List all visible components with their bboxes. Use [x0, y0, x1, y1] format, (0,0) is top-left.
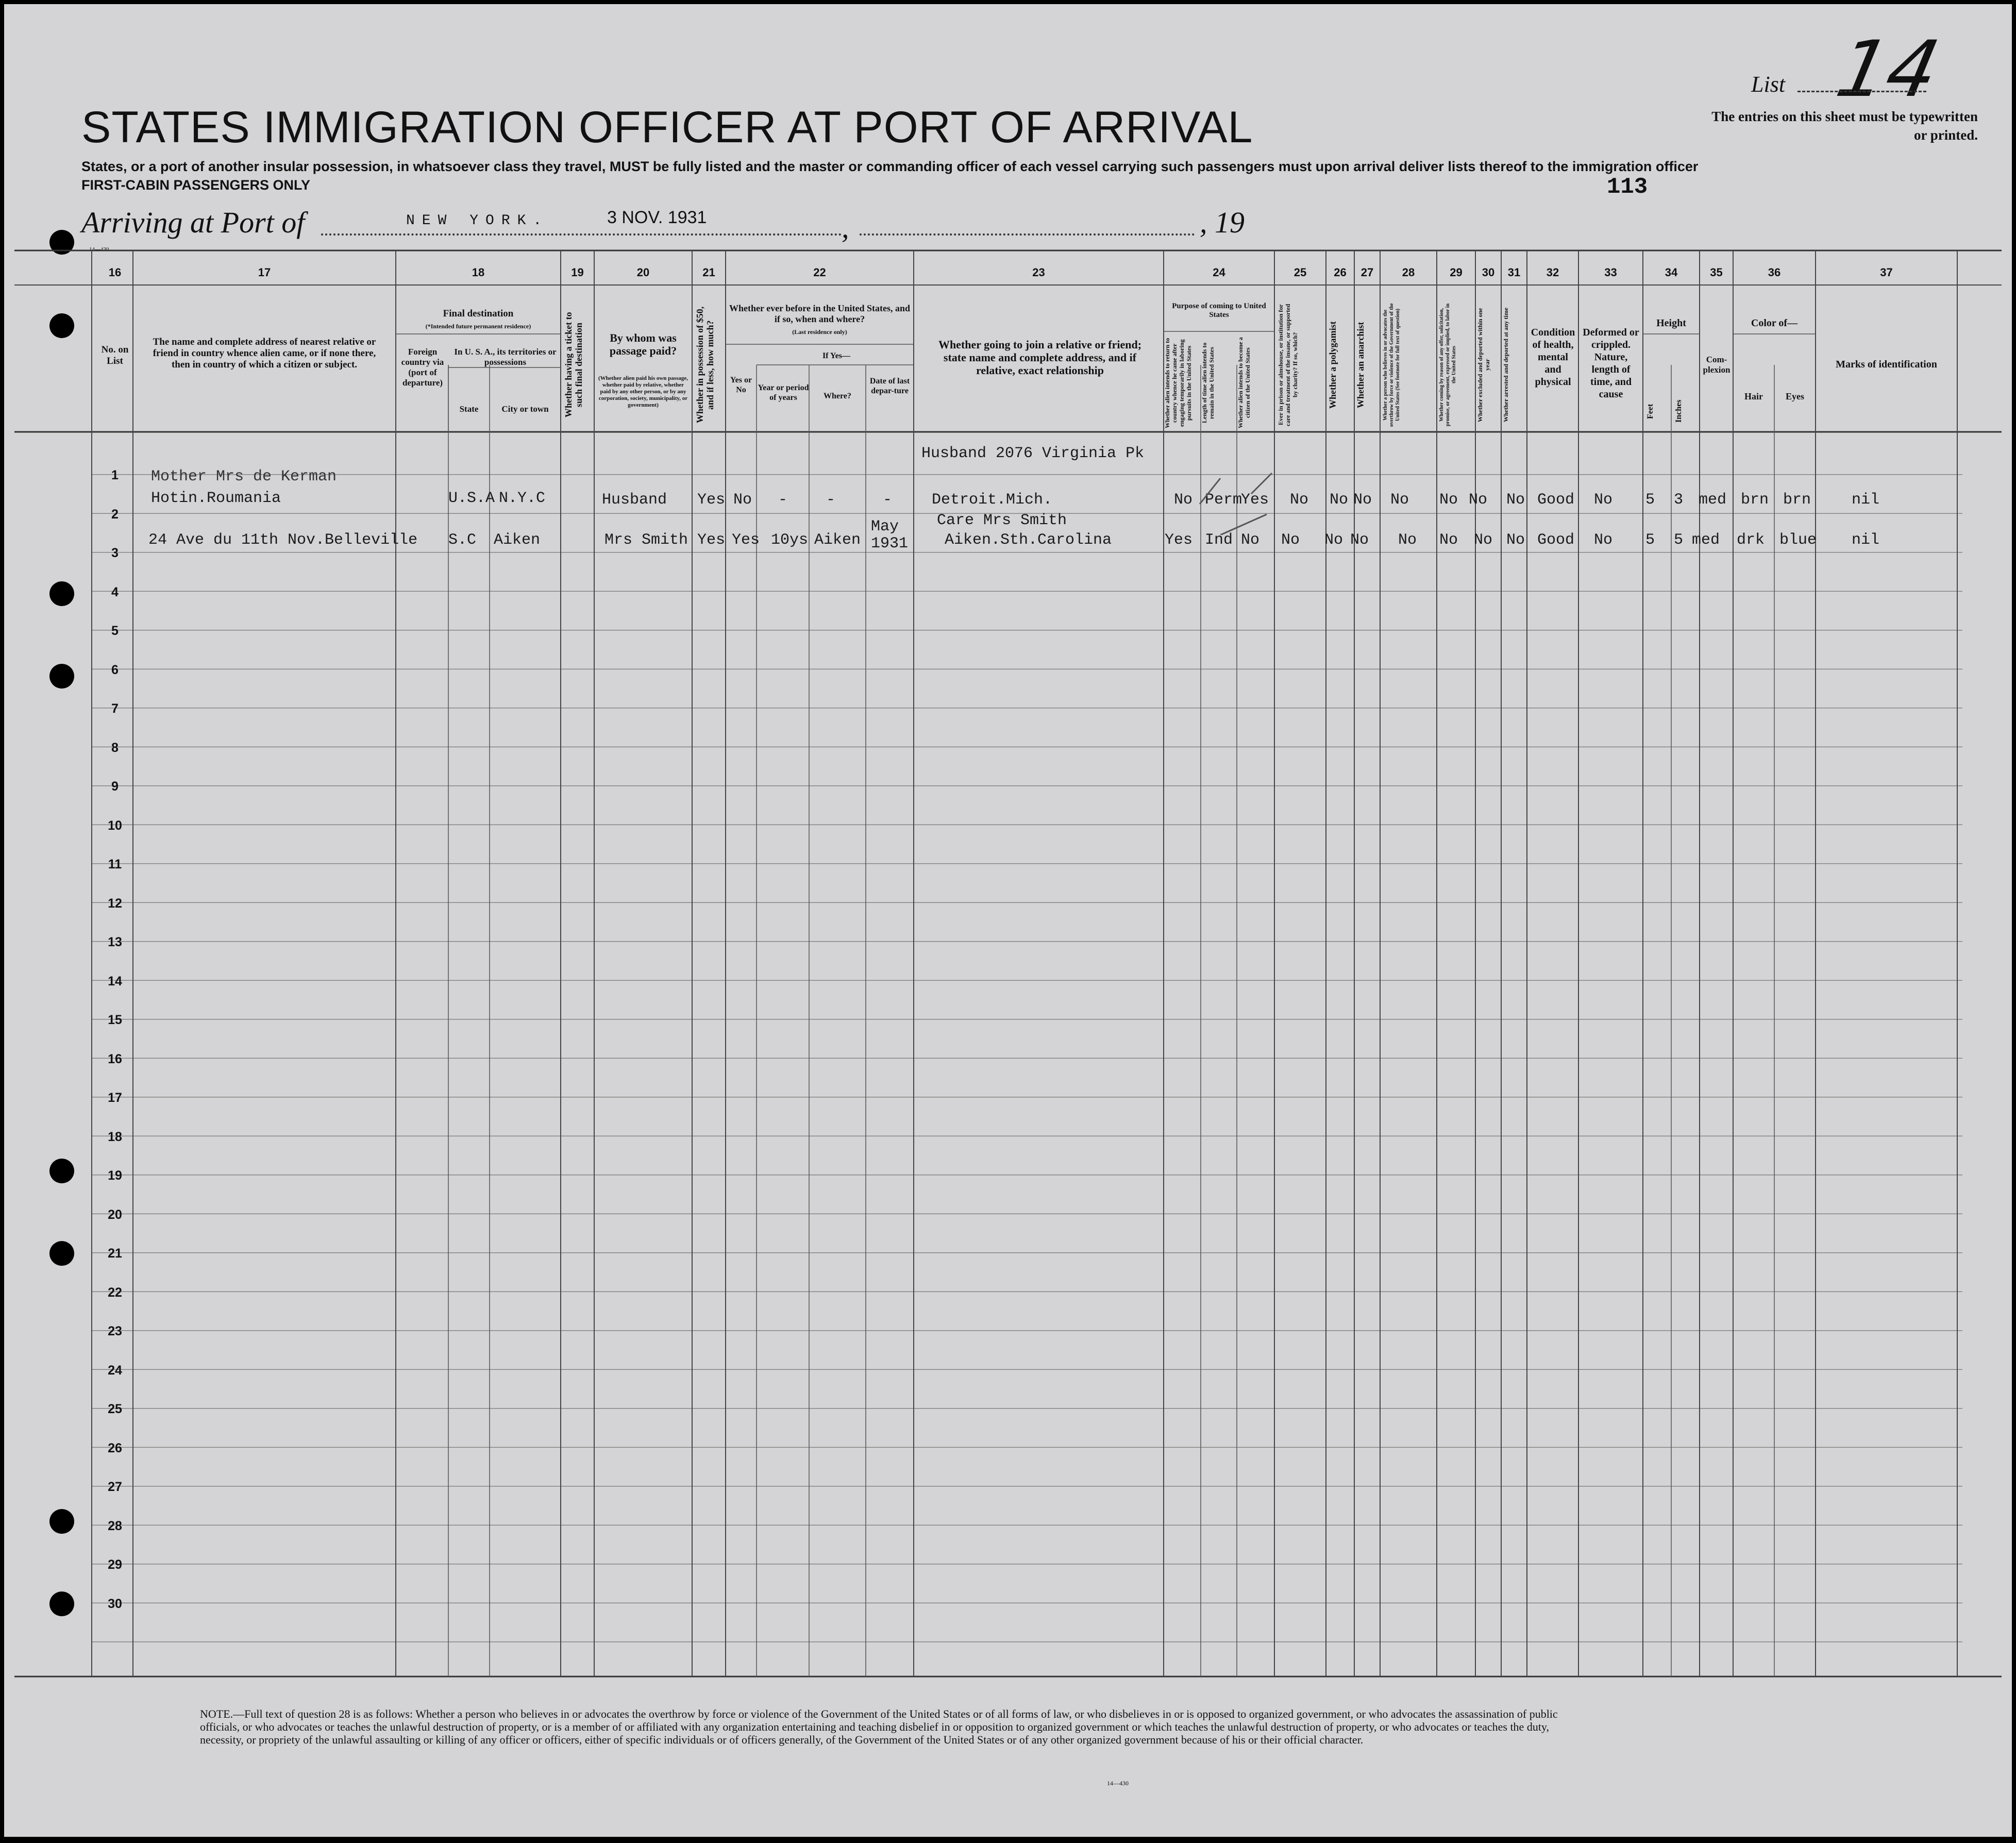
- header-height: Height: [1656, 317, 1686, 329]
- row1-join-line2: Detroit.Mich.: [932, 491, 1053, 509]
- col-number: 28: [1402, 266, 1415, 279]
- row1-overthrow: No: [1390, 491, 1409, 509]
- row1-health: Good: [1537, 491, 1575, 509]
- col-number: 34: [1665, 266, 1678, 279]
- row1-anarchist: No: [1353, 491, 1372, 509]
- col-number: 25: [1293, 266, 1307, 279]
- row1-join-line1: Husband 2076 Virginia Pk: [921, 445, 1145, 462]
- row2-hair: drk: [1737, 531, 1765, 549]
- row-number: 13: [108, 935, 122, 949]
- stamp-number: 113: [1607, 174, 1648, 200]
- col-number: 16: [108, 266, 122, 279]
- row2-length: Ind: [1205, 531, 1233, 549]
- row1-offer: No: [1439, 491, 1458, 509]
- col-number: 26: [1334, 266, 1347, 279]
- row1-deported: No: [1506, 491, 1525, 509]
- header-overthrow: Whether a person who believes in or advocates the overthrow by force or violence of the Government of the United States (See footnote for full text of question): [1383, 303, 1401, 427]
- row1-relative-line1: Mother Mrs de Kerman: [151, 468, 337, 485]
- entries-note: The entries on this sheet must be typewritten or printed.: [1711, 109, 1978, 143]
- arriving-label: Arriving at Port of: [81, 206, 305, 239]
- row-number: 14: [108, 974, 122, 988]
- header-date-departure: Date of last depar-ture: [869, 377, 910, 395]
- arrival-date-stamp: 3 NOV. 1931: [607, 208, 707, 227]
- form-number: 14—430: [1107, 1780, 1129, 1787]
- row1-eyes: brn: [1783, 491, 1811, 509]
- row-number: 6: [111, 662, 119, 677]
- row-number: 3: [111, 546, 119, 560]
- row1-complexion: med: [1699, 491, 1727, 509]
- row-number: 8: [111, 740, 119, 755]
- row1-years: -: [778, 491, 788, 509]
- row2-return: Yes: [1165, 531, 1193, 549]
- row-number: 27: [108, 1480, 122, 1494]
- header-relative: The name and complete address of nearest relative or friend in country whence alien came, or if none there, then in country of which a citizen or subject.: [153, 337, 376, 370]
- header-hair: Hair: [1744, 391, 1763, 401]
- header-city: City or town: [501, 404, 549, 414]
- row2-inches: 5: [1674, 531, 1684, 549]
- row1-citizen: Yes: [1241, 491, 1269, 509]
- row-number: 10: [108, 818, 122, 833]
- header-purpose: Purpose of coming to United States: [1172, 302, 1266, 319]
- header-polygamist: Whether a polygamist: [1328, 321, 1338, 409]
- row2-join-line1: Care Mrs Smith: [937, 512, 1067, 529]
- header-return-intent: Whether alien intends to return to country whence he came after engaging temporarily in laboring pursuits in the United States: [1164, 338, 1192, 428]
- col-number: 17: [258, 266, 271, 279]
- header-complexion: Com-plexion: [1703, 355, 1731, 375]
- row1-state: U.S.A: [448, 490, 495, 507]
- col-number: 19: [571, 266, 584, 279]
- row-number: 23: [108, 1324, 122, 1338]
- row2-anarchist: No: [1350, 531, 1369, 549]
- header-foreign-country: Foreign country via (port of departure): [401, 347, 444, 388]
- header-where: Where?: [824, 392, 851, 400]
- row1-paid-by: Husband: [602, 491, 667, 509]
- header-deformed: Deformed or crippled. Nature, length of time, and cause: [1583, 327, 1639, 400]
- row-number: 12: [108, 896, 122, 911]
- row2-excluded: No: [1474, 531, 1493, 549]
- row-number: 20: [108, 1207, 122, 1222]
- col-number: 29: [1450, 266, 1463, 279]
- header-prison: Ever in prison or almshouse, or institution for care and treatment of the insane, or supported by charity? If so, which?: [1277, 304, 1299, 426]
- header-excluded: Whether excluded and deported within one year: [1476, 308, 1491, 422]
- header-no-on-list: No. on List: [101, 344, 129, 366]
- header-in-usa: In U. S. A., its territories or possessions: [454, 347, 557, 367]
- row-number: 19: [108, 1168, 122, 1183]
- col-number: 32: [1546, 266, 1559, 279]
- header-if-yes: If Yes—: [822, 351, 851, 360]
- row2-prison: No: [1281, 531, 1300, 549]
- list-label: List: [1751, 72, 1786, 97]
- header-final-destination-note: (*Intended future permanent residence): [425, 323, 531, 330]
- row-number: 2: [111, 507, 119, 522]
- row1-hair: brn: [1741, 491, 1769, 509]
- row1-feet: 5: [1645, 491, 1655, 509]
- row2-marks: nil: [1852, 531, 1880, 549]
- row2-paid-by: Mrs Smith: [604, 531, 688, 549]
- row1-deformed: No: [1594, 491, 1613, 509]
- page-title: STATES IMMIGRATION OFFICER AT PORT OF ARRIVAL: [81, 103, 1253, 152]
- header-state: State: [459, 404, 479, 414]
- header-deported: Whether arrested and deported at any time: [1502, 307, 1509, 423]
- row1-polygamist: No: [1330, 491, 1349, 509]
- row-number: 15: [108, 1013, 122, 1027]
- col-number: 22: [813, 266, 826, 279]
- row1-inches: 3: [1674, 491, 1684, 509]
- row-number: 9: [111, 779, 119, 794]
- year-prefix: , 19: [1200, 206, 1245, 239]
- header-eyes: Eyes: [1786, 391, 1804, 401]
- row1-date-departure: -: [883, 491, 893, 509]
- row-number: 29: [108, 1557, 122, 1572]
- row2-overthrow: No: [1398, 531, 1417, 549]
- row-number: 16: [108, 1051, 122, 1066]
- header-color-of: Color of—: [1751, 317, 1798, 329]
- row2-date-departure-year: 1931: [871, 535, 909, 552]
- col-number: 27: [1360, 266, 1374, 279]
- manifest-sheet: [4, 4, 2012, 1837]
- row2-eyes: blue: [1779, 531, 1817, 549]
- row2-polygamist: No: [1324, 531, 1343, 549]
- row2-state: S.C: [448, 531, 477, 549]
- row1-excluded: No: [1469, 491, 1488, 509]
- row2-join-line2: Aiken.Sth.Carolina: [945, 531, 1112, 549]
- row1-prison: No: [1290, 491, 1309, 509]
- row2-years: 10ys: [771, 531, 809, 549]
- row-number: 30: [108, 1596, 122, 1611]
- row2-feet: 5: [1645, 531, 1655, 549]
- row1-marks: nil: [1852, 491, 1880, 509]
- row2-health: Good: [1537, 531, 1575, 549]
- header-join-relative: Whether going to join a relative or friend; state name and complete address, and if relative, exact relationship: [938, 338, 1142, 377]
- header-anarchist: Whether an anarchist: [1355, 322, 1366, 408]
- header-ticket: Whether having a ticket to such final destination: [563, 312, 584, 418]
- row-number: 5: [111, 624, 119, 638]
- footnote: NOTE.—Full text of question 28 is as follows: Whether a person who believes in or advocates the overthrow by force or violence of the Government of the United States or of all forms of law, or who disbelieves in or is opposed to organized government, or who advocates the assassination of public officials, or who advocates or teaches the unlawful destruction of property, or is a member of or affiliated with any organization entertaining and teaching disbelief in or opposition to organized government or which teaches the unlawful destruction of property, or who advocates or teaches the duty, necessity, or propriety of the unlawful assaulting or killing of any officer or officers, either of specific individuals or of officers generally, of the Government of the United States or of any other organized government because of his or their official character.: [200, 1707, 1558, 1746]
- row2-date-departure-month: May: [871, 518, 899, 535]
- row2-deported: No: [1506, 531, 1525, 549]
- row-number: 1: [111, 468, 119, 482]
- row-number: 7: [111, 701, 119, 716]
- col-number: 36: [1768, 266, 1781, 279]
- row-number: 28: [108, 1518, 122, 1533]
- row1-return: No: [1174, 491, 1193, 509]
- row2-deformed: No: [1594, 531, 1613, 549]
- col-number: 35: [1710, 266, 1723, 279]
- handwritten-check-marks: [1189, 458, 1292, 535]
- row2-complexion: med: [1692, 531, 1720, 549]
- row1-city: N.Y.C: [499, 490, 546, 507]
- col-number: 20: [636, 266, 650, 279]
- intro-text: States, or a port of another insular possession, in whatsoever class they travel, MUST be fully listed and the master or commanding officer of each vessel carrying such passengers must upon arrival deliver lists thereof to the immigration officer: [81, 159, 1699, 174]
- row2-relative: 24 Ave du 11th Nov.Belleville: [148, 531, 418, 549]
- row-number: 21: [108, 1246, 122, 1261]
- comma: ,: [842, 211, 849, 244]
- header-length-of-stay: Length of time alien intends to remain in the United States: [1201, 342, 1215, 424]
- col-number: 24: [1213, 266, 1225, 279]
- header-yes-or-no: Yes or No: [730, 376, 752, 394]
- form-number-small: 14—430: [89, 246, 109, 253]
- col-number: 30: [1482, 266, 1495, 279]
- header-ever-before-note: (Last residence only): [792, 328, 847, 336]
- header-passage-paid-note: (Whether alien paid his own passage, whether paid by relative, whether paid by any other person, or by any corporation, society, municipality, or government): [598, 375, 688, 408]
- col-number: 18: [472, 266, 485, 279]
- col-number: 31: [1507, 266, 1521, 279]
- col-number: 23: [1032, 266, 1045, 279]
- row1-fifty-dollars: Yes: [697, 491, 726, 509]
- header-feet: Feet: [1646, 404, 1655, 419]
- row2-offer: No: [1439, 531, 1458, 549]
- row1-relative-line2: Hotin.Roumania: [151, 490, 281, 507]
- header-ever-before: Whether ever before in the United States, and if so, when and where?: [729, 303, 910, 324]
- header-offer: Whether coming by reason of any offer, solicitation, promise, or agreement, expressed or implied, to labor in the United States: [1439, 303, 1457, 427]
- row2-before-yes-no: Yes: [732, 531, 760, 549]
- row-number: 18: [108, 1129, 122, 1144]
- subtitle: FIRST-CABIN PASSENGERS ONLY: [81, 177, 311, 193]
- row2-citizen: No: [1241, 531, 1260, 549]
- row-number: 17: [108, 1091, 122, 1105]
- row-number: 11: [108, 857, 122, 872]
- header-years: Year or period of years: [758, 383, 809, 402]
- col-number: 37: [1880, 266, 1893, 279]
- row-number: 25: [108, 1402, 122, 1416]
- header-marks: Marks of identification: [1836, 359, 1937, 370]
- col-number: 21: [702, 266, 715, 279]
- header-passage-paid: By whom was passage paid?: [609, 331, 677, 357]
- row2-where: Aiken: [814, 531, 861, 549]
- row1-before-yes-no: No: [733, 491, 752, 509]
- header-inches: Inches: [1674, 399, 1683, 423]
- row-number: 26: [108, 1440, 122, 1455]
- list-number: 14: [1829, 25, 1947, 114]
- port-name: NEW YORK.: [406, 213, 549, 229]
- header-health: Condition of health, mental and physical: [1531, 327, 1575, 388]
- header-citizen-intent: Whether alien intends to become a citizen of the United States: [1237, 337, 1251, 429]
- row2-city: Aiken: [494, 531, 541, 549]
- row1-length: Perm: [1205, 491, 1242, 509]
- row-number: 24: [108, 1363, 122, 1378]
- row1-where: -: [826, 491, 836, 509]
- row-number: 22: [108, 1285, 122, 1300]
- header-final-destination: Final destination: [443, 308, 514, 319]
- row2-fifty-dollars: Yes: [697, 531, 726, 549]
- col-number: 33: [1604, 266, 1617, 279]
- row-number: 4: [111, 584, 119, 599]
- header-fifty-dollars: Whether in possession of $50, and if less, how much?: [695, 306, 715, 424]
